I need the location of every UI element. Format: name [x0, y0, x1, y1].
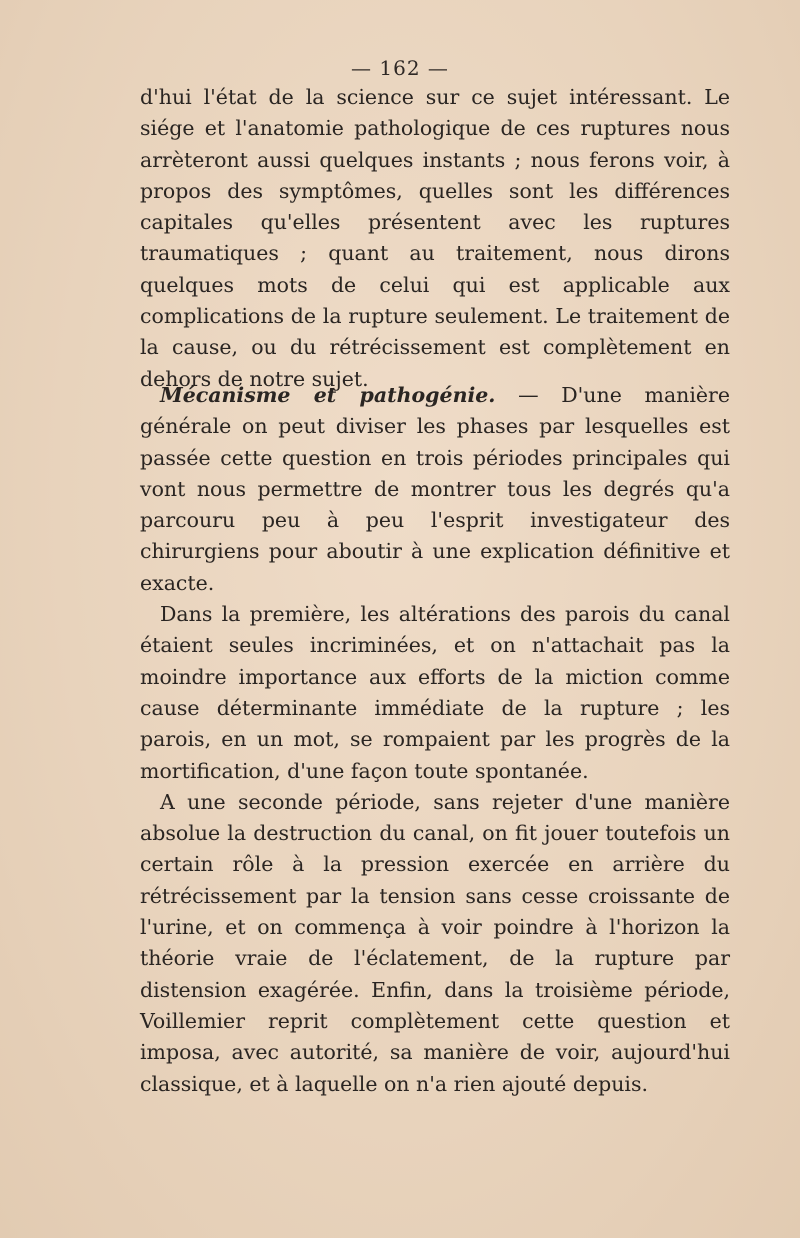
section-title: Mécanisme et pathogénie. — [160, 383, 496, 407]
paragraph-first-period: Dans la première, les altérations des parois du canal étaient seules incriminées, et on n'attachait pas la moindre importance aux efforts de la miction comme cause déterminante immédiate de la rupture ; les parois, en un mot, se rompaient par les progrès de la mortification, d'une façon toute spontanée. — [140, 602, 730, 783]
page-number: — 162 — — [351, 56, 449, 80]
paragraph-intro: d'hui l'état de la science sur ce sujet intéressant. Le siége et l'anatomie pathologique de ces ruptures nous arrèteront aussi quelques instants ; nous ferons voir, à propos des symptômes, quelles sont les différences capitales qu'elles présentent avec les ruptures traumatiques ; quant au traitement, nous dirons quelques mots de celui qui est applicable aux complications de la rupture seulement. Le traitement de la cause, ou du rétrécissement est complètement en dehors de notre sujet. — [140, 85, 730, 391]
text-block-bottom — [140, 380, 730, 1100]
paragraph-mechanism — [140, 380, 730, 599]
paragraph-second-period: A une seconde période, sans rejeter d'une manière absolue la destruction du canal, on fit jouer toutefois un certain rôle à la pression exercée en arrière du rétrécissement par la tension sans cesse croissante de l'urine, et on commença à voir poindre à l'horizon la théorie vraie de l'éclatement, de la rupture par distension exagérée. Enfin, dans la troisième période, Voillemier reprit complètement cette question et imposa, avec autorité, sa manière de voir, aujourd'hui classique, et à laquelle on n'a rien ajouté depuis. — [140, 789, 730, 1096]
text-block-top — [140, 82, 730, 395]
section-body: — D'une manière générale on peut diviser les phases par lesquelles est passée cette question en trois périodes principales qui vont nous permettre de montrer tous les degrés qu'a parcouru peu à peu l'esprit investigateur des chirurgiens pour aboutir à une explication définitive et exacte. — [140, 383, 730, 595]
